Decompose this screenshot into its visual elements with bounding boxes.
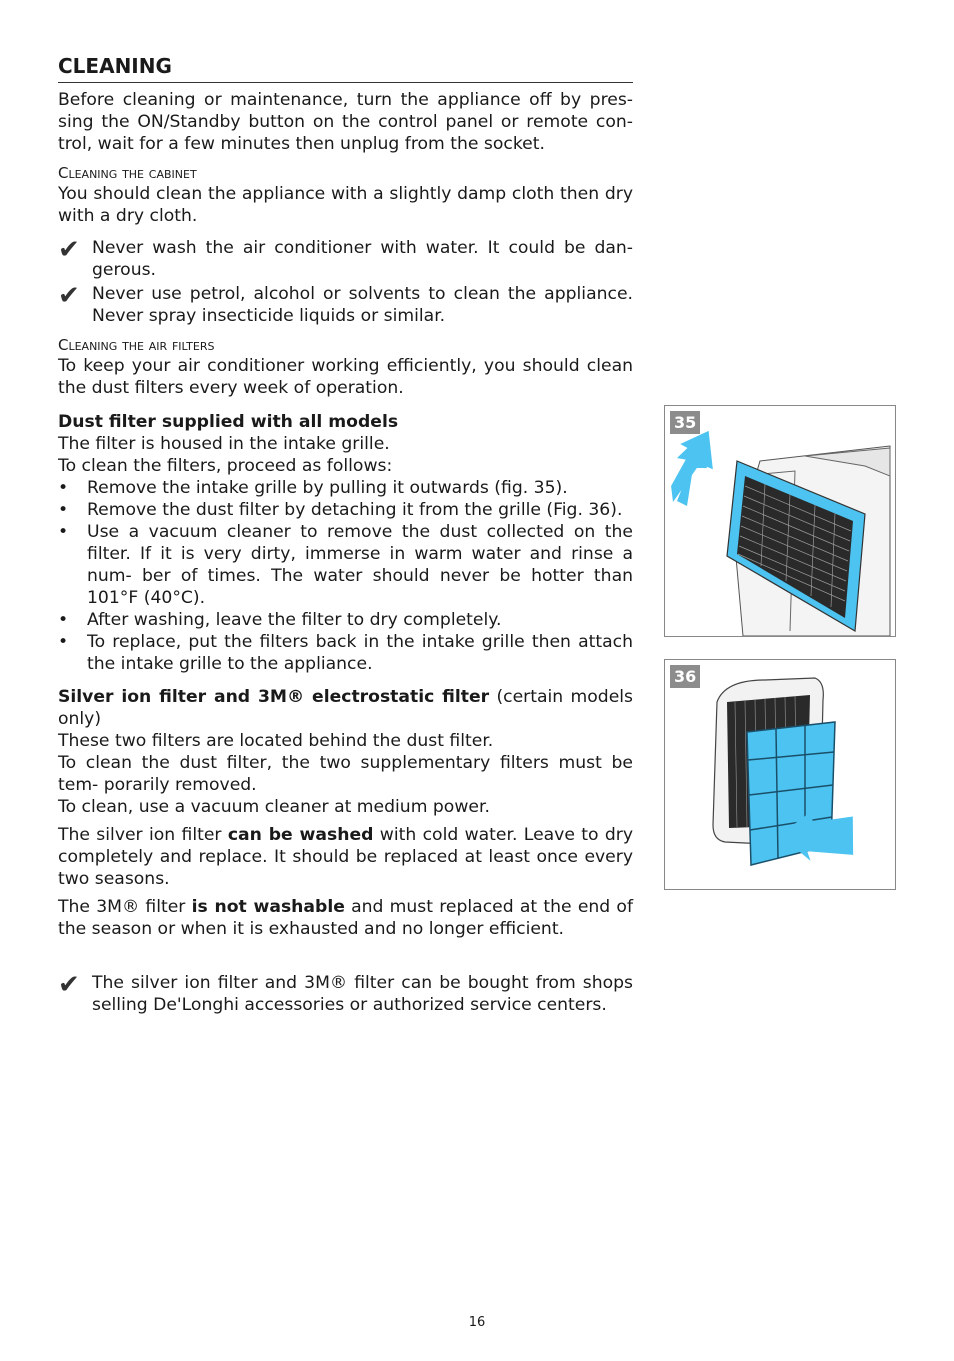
cabinet-paragraph: You should clean the appliance with a slightly damp cloth then dry with a dry cloth. — [58, 184, 633, 226]
dust-filter-title: Dust filter supplied with all models — [58, 412, 399, 432]
list-item — [58, 499, 633, 521]
intro-paragraph: Before cleaning or maintenance, turn the appliance off by pres- sing the ON/Standby button on the control panel or remote con- trol, wait for a few minutes then unplug from the socket. — [58, 90, 633, 154]
silver-wash-paragraph — [58, 824, 633, 890]
list-item — [58, 521, 633, 609]
intake-grille-illustration — [665, 406, 895, 636]
filter-removal-illustration — [665, 660, 895, 889]
list-item-text: To replace, put the filters back in the intake grille then attach the intake grille to the appliance. — [87, 632, 633, 674]
note-text: The silver ion filter and 3M® filter can be bought from shops selling De'Longhi accessories or authorized service centers. — [92, 973, 633, 1015]
bullet-icon: • — [58, 610, 69, 630]
silver-filter-qualifier: (certain models only) — [58, 687, 633, 729]
text-span: with cold water. Leave to dry completely and replace. It should be replaced at least once every two seasons. — [58, 825, 634, 889]
silver-line-1: These two filters are located behind the dust filter. — [58, 731, 494, 751]
bullet-icon: • — [58, 632, 69, 652]
list-item — [58, 609, 633, 631]
figure-36 — [664, 659, 896, 890]
list-item-text: After washing, leave the filter to dry completely. — [87, 610, 502, 630]
list-item-text: Remove the dust filter by detaching it from the grille (Fig. 36). — [87, 500, 623, 520]
text-span: The 3M® filter — [58, 897, 192, 917]
note-item — [58, 972, 633, 1016]
section-title-cabinet: Cleaning the cabinet — [58, 164, 197, 182]
check-mark-icon: ✔ — [58, 281, 80, 311]
bullet-icon: • — [58, 478, 69, 498]
section-title-filters: Cleaning the air filters — [58, 336, 215, 354]
bullet-icon: • — [58, 522, 69, 542]
dust-line-1: The filter is housed in the intake grille. — [58, 434, 390, 454]
text-span-bold: can be washed — [227, 825, 374, 845]
list-item-text: Use a vacuum cleaner to remove the dust collected on the filter. If it is very dirty, immerse in warm water and rinse a num- ber of times. The water should never be hotter than 101°F (40°C). — [87, 522, 633, 608]
silver-line-3: To clean, use a vacuum cleaner at medium power. — [58, 797, 490, 817]
figure-35 — [664, 405, 896, 637]
dust-steps-list — [58, 477, 633, 675]
silver-line-2: To clean the dust filter, the two supplementary filters must be tem- porarily removed. — [58, 753, 633, 795]
note-text: Never use petrol, alcohol or solvents to clean the appliance. Never spray insecticide liquids or similar. — [92, 284, 633, 326]
check-mark-icon: ✔ — [58, 235, 80, 265]
3m-paragraph — [58, 896, 633, 940]
dust-line-2: To clean the filters, proceed as follows: — [58, 456, 393, 476]
text-span-bold: is not washable — [191, 897, 345, 917]
figure-number-badge: 35 — [670, 411, 700, 434]
text-span: The silver ion filter — [58, 825, 228, 845]
main-column — [58, 52, 633, 1016]
note-item — [58, 283, 633, 327]
text-span: and must replaced at the end of the season or when it is exhausted and no longer efficient. — [58, 897, 633, 939]
silver-filter-title: Silver ion filter and 3M® electrostatic filter — [58, 687, 490, 707]
page-title: CLEANING — [58, 52, 633, 83]
list-item — [58, 477, 633, 499]
figure-number-badge: 36 — [670, 665, 700, 688]
list-item-text: Remove the intake grille by pulling it outwards (fig. 35). — [87, 478, 568, 498]
silver-filter-heading — [58, 686, 633, 730]
bullet-icon: • — [58, 500, 69, 520]
note-item — [58, 237, 633, 281]
note-text: Never wash the air conditioner with water. It could be dan- gerous. — [92, 238, 633, 280]
check-mark-icon: ✔ — [58, 970, 80, 1000]
list-item — [58, 631, 633, 675]
page-number: 16 — [468, 1315, 486, 1330]
filters-paragraph: To keep your air conditioner working efficiently, you should clean the dust filters every week of operation. — [58, 356, 633, 398]
